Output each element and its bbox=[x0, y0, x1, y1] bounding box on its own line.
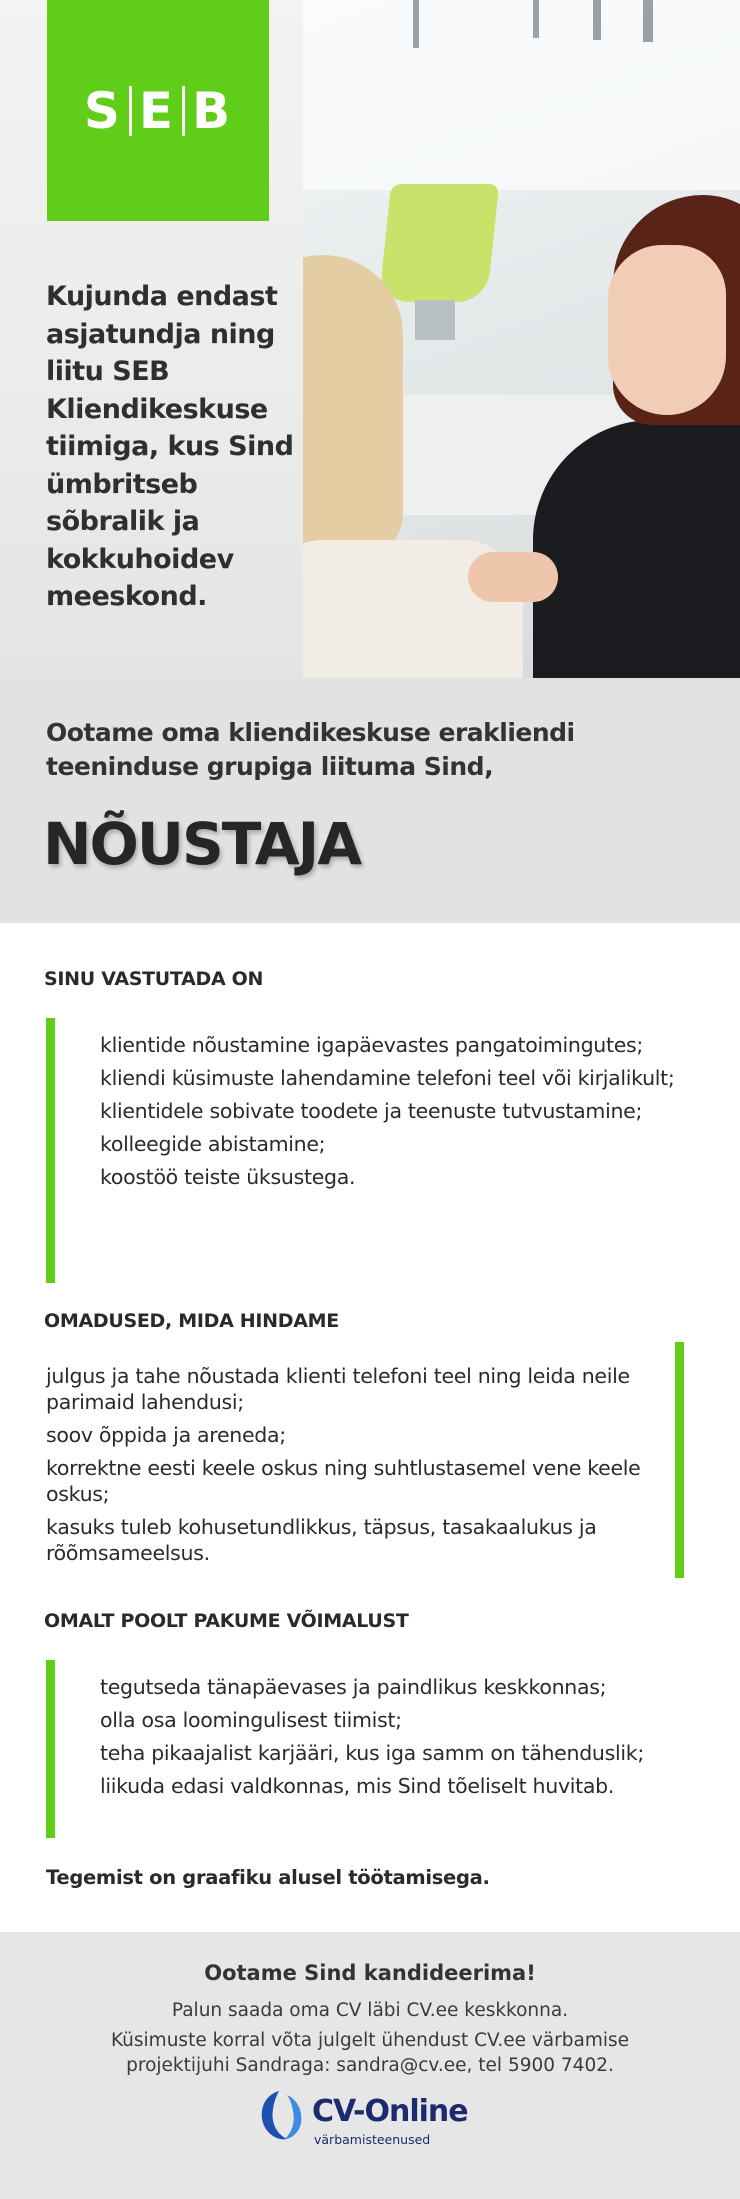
list-item: klientide nõustamine igapäevastes pangatoimingutes; bbox=[100, 1033, 644, 1057]
responsibilities-heading: SINU VASTUTADA ON bbox=[44, 968, 264, 990]
list-item: klientidele sobivate toodete ja teenuste tutvustamine; bbox=[100, 1099, 643, 1123]
green-chair bbox=[379, 184, 499, 302]
qualities-list bbox=[46, 1363, 646, 1573]
list-item: teha pikaajalist karjääri, kus iga samm on tähenduslik; bbox=[100, 1741, 644, 1765]
contact-info[interactable]: Küsimuste korral võta julgelt ühendust CV.ee värbamise projektijuhi Sandraga: sandra@cv.ee, tel 5900 7402. bbox=[110, 2030, 630, 2076]
schedule-note: Tegemist on graafiku alusel töötamisega. bbox=[46, 1866, 490, 1889]
list-item: olla osa loomingulisest tiimist; bbox=[100, 1708, 402, 1732]
list-item: koostöö teiste üksustega. bbox=[100, 1165, 356, 1189]
qualities-heading: OMADUSED, MIDA HINDAME bbox=[44, 1310, 339, 1332]
list-item: korrektne eesti keele oskus ning suhtlustasemel vene keele oskus; bbox=[46, 1456, 641, 1506]
person-consultant bbox=[533, 420, 740, 678]
footer-title: Ootame Sind kandideerima! bbox=[204, 1961, 536, 1985]
logo-letter-e: E bbox=[138, 81, 176, 140]
list-item: kasuks tuleb kohusetundlikkus, täpsus, tasakaalukus ja rõõmsameelsus. bbox=[46, 1515, 597, 1565]
logo-divider bbox=[129, 86, 132, 136]
seb-logo bbox=[47, 0, 269, 221]
job-title: NÕUSTAJA bbox=[43, 810, 361, 878]
cv-online-subtitle: värbamisteenused bbox=[314, 2132, 431, 2147]
accent-bar bbox=[46, 1660, 55, 1838]
title-band bbox=[0, 678, 740, 923]
logo-divider bbox=[182, 86, 185, 136]
person-blonde bbox=[303, 255, 403, 555]
offer-list bbox=[100, 1674, 700, 1806]
list-item: kliendi küsimuste lahendamine telefoni teel või kirjalikult; bbox=[100, 1066, 675, 1090]
list-item: liikuda edasi valdkonnas, mis Sind tõeliselt huvitab. bbox=[100, 1774, 615, 1798]
list-item: julgus ja tahe nõustada klienti telefoni teel ning leida neile parimaid lahendusi; bbox=[46, 1364, 630, 1414]
list-item: soov õppida ja areneda; bbox=[46, 1423, 286, 1447]
cv-online-name: CV-Online bbox=[312, 2094, 468, 2129]
cv-online-logo[interactable] bbox=[257, 2087, 477, 2157]
logo-letter-b: B bbox=[192, 81, 233, 140]
footer bbox=[0, 1932, 740, 2199]
apply-instruction: Palun saada oma CV läbi CV.ee keskkonna. bbox=[171, 2000, 569, 2021]
accent-bar bbox=[46, 1018, 55, 1283]
logo-letter-s: S bbox=[83, 81, 122, 140]
office-photo bbox=[303, 0, 740, 678]
list-item: tegutseda tänapäevases ja paindlikus keskkonnas; bbox=[100, 1675, 607, 1699]
accent-bar bbox=[675, 1342, 684, 1578]
offer-heading: OMALT POOLT PAKUME VÕIMALUST bbox=[44, 1610, 409, 1632]
intro-text: Ootame oma kliendikeskuse erakliendi teeninduse grupiga liituma Sind, bbox=[46, 718, 575, 781]
cv-online-icon bbox=[257, 2087, 309, 2143]
hero-section bbox=[0, 0, 740, 678]
responsibilities-list bbox=[100, 1032, 690, 1197]
list-item: kolleegide abistamine; bbox=[100, 1132, 326, 1156]
hero-headline: Kujunda endast asjatundja ning liitu SEB Kliendikeskuse tiimiga, kus Sind ümbritseb sõbralik ja kokkuhoidev meeskond. bbox=[46, 281, 294, 612]
